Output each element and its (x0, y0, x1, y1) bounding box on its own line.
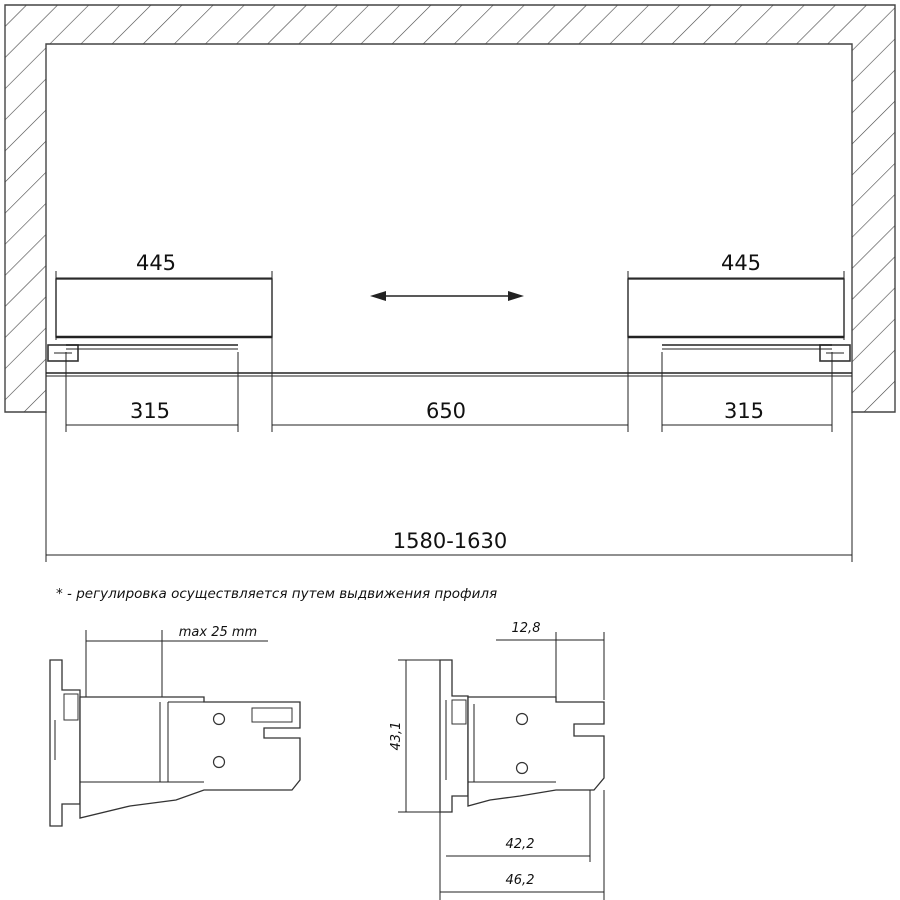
dim-right-panel: 445 (720, 251, 762, 275)
dim-right-overlap: 315 (723, 399, 765, 423)
dim-top: 12,8 (511, 621, 541, 636)
door-assembly (46, 279, 852, 376)
wall (5, 5, 895, 412)
left-sliding-panel (56, 279, 272, 337)
dim-left-panel: 445 (135, 251, 177, 275)
sliding-direction-arrow (370, 291, 524, 301)
profile-section-right (389, 621, 604, 900)
dim-total-width: 1580-1630 (392, 529, 508, 553)
dim-height: 43,1 (389, 721, 404, 751)
adjustment-note: * - регулировка осуществляется путем выдвижения профиля (56, 586, 498, 602)
dim-max-adjust: max 25 mm (178, 625, 258, 640)
dim-opening: 650 (425, 399, 467, 423)
right-sliding-panel (628, 279, 844, 337)
dim-inner-width: 42,2 (505, 837, 535, 852)
profile-section-left (50, 625, 300, 826)
dim-left-overlap: 315 (129, 399, 171, 423)
dim-outer-width: 46,2 (505, 873, 535, 888)
